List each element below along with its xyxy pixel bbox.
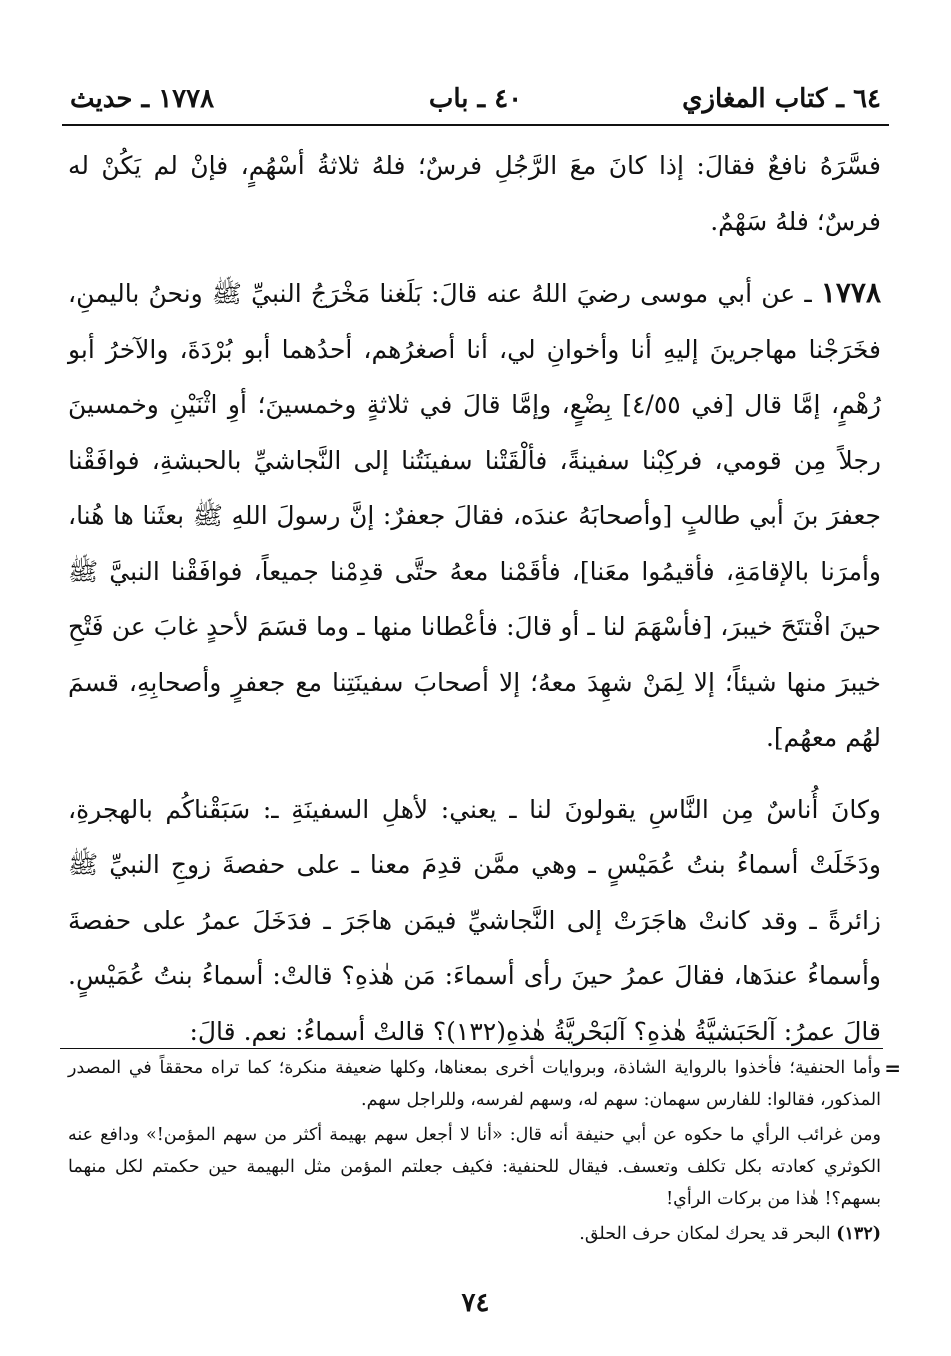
- footnote-132: [68, 1218, 881, 1250]
- paragraph-hadith: [68, 265, 881, 766]
- footnote-132-mark: (١٣٢): [836, 1224, 881, 1244]
- footnote-132-text: البحر قد يحرك لمكان حرف الحلق.: [579, 1224, 837, 1244]
- hadith-text: ـ عن أبي موسى رضيَ اللهُ عنه قالَ: بَلَغنا مَخْرَجُ النبيِّ ﷺ ونحنُ باليمنِ، فخَرَجْنا مهاجرينَ إليهِ أنا وأخوانِ لي، أنا أصغرُهم، أحدُهما أبو بُرْدَةَ، والآخرُ أبو رُهْمٍ، إمَّا قال [في ٤/٥٥] بِضْعٍ، وإمَّا قالَ في ثلاثةٍ وخمسينَ؛ أوِ اثْنَيْنِ وخمسينَ رجلاً مِن قومي، فركِبْنا سفينةً، فألْقَتْنا سفينَتُنا إلى النَّجاشيِّ بالحبشةِ، فوافَقْنا جعفرَ بنَ أبي طالبٍ [وأصحابَهُ عندَه، فقالَ جعفرٌ: إنَّ رسولَ اللهِ ﷺ بعثَنا ها هُنا، وأمرَنا بالإقامَةِ، فأقيمُوا معَنا]، فأقَمْنا معهُ حتَّى قدِمْنا جميعاً، فوافَقْنا النبيَّ ﷺ حينَ افْتتَحَ خيبرَ، [فأسْهَمَ لنا ـ أو قالَ: فأعْطانا منها ـ وما قسَمَ لأحدٍ غابَ عن فَتْحِ خيبرَ منها شيئاً؛ إلا لِمَنْ شهِدَ معهُ؛ إلا أصحابَ سفينَتِنا مع جعفرٍ وأصحابِهِ، قسمَ لهُم معهُم].: [68, 279, 881, 752]
- header-hadith-number: ١٧٧٨ ـ حديث: [70, 84, 215, 114]
- footnote-1: وأما الحنفية؛ فأخذوا بالرواية الشاذة، وبروايات أخرى بمعناها، وكلها ضعيفة منكرة؛ كما تراه محققاً في المصدر المذكور، فقالوا: للفارس سهمان: سهم له، وسهم لفرسه، وللراجل سهم.: [68, 1058, 881, 1110]
- page-number: ٧٤: [461, 1288, 490, 1318]
- footnotes: [68, 1052, 881, 1250]
- footnote-2: ومن غرائب الرأي ما حكوه عن أبي حنيفة أنه قال: «أنا لا أجعل سهم بهيمة أكثر من سهم المؤمن!» ودافع عنه الكوثري كعادته بكل تكلف وتعسف. فيقال للحنفية: فكيف جعلتم المؤمن مثل البهيمة حين حكمتم لكل منهما بسهم؟! هٰذا من بركات الرأي!: [68, 1125, 881, 1209]
- paragraph-1: فسَّرَهُ نافعٌ فقالَ: إذا كانَ معَ الرَّجُلِ فرسٌ؛ فلهُ ثلاثةُ أسْهُمٍ، فإنْ لم يَكُنْ له فرسٌ؛ فلهُ سَهْمٌ.: [68, 151, 881, 236]
- footnote-continuation-mark: =: [884, 1056, 901, 1080]
- running-header: [62, 78, 889, 126]
- header-book-title: ٦٤ ـ كتاب المغازي: [682, 84, 881, 114]
- footnote-divider: [60, 1048, 883, 1049]
- header-chapter: ٤٠ ـ باب: [428, 84, 523, 114]
- hadith-number: ١٧٧٨: [820, 276, 881, 309]
- paragraph-3: وكانَ أُناسٌ مِن النَّاسِ يقولونَ لنا ـ يعني: لأهلِ السفينَةِ ـ: سَبَقْناكُم بالهجرةِ، ودَخَلَتْ أسماءُ بنتُ عُمَيْسٍ ـ وهي ممَّن قدِمَ معنا ـ على حفصةَ زوجِ النبيِّ ﷺ زائرةً ـ وقد كانتْ هاجَرَتْ إلى النَّجاشيِّ فيمَن هاجَرَ ـ فدَخَلَ عمرُ على حفصةَ وأسماءُ عندَها، فقالَ عمرُ حينَ رأى أسماءَ: مَن هٰذهِ؟ قالتْ: أسماءُ بنتُ عُمَيْسٍ. قالَ عمرُ: آلحَبَشيَّةُ هٰذهِ؟ آلبَحْريَّةُ هٰذهِ(١٣٢)؟ قالتْ أسماءُ: نعم. قالَ:: [68, 794, 881, 1046]
- main-text: [68, 138, 881, 1059]
